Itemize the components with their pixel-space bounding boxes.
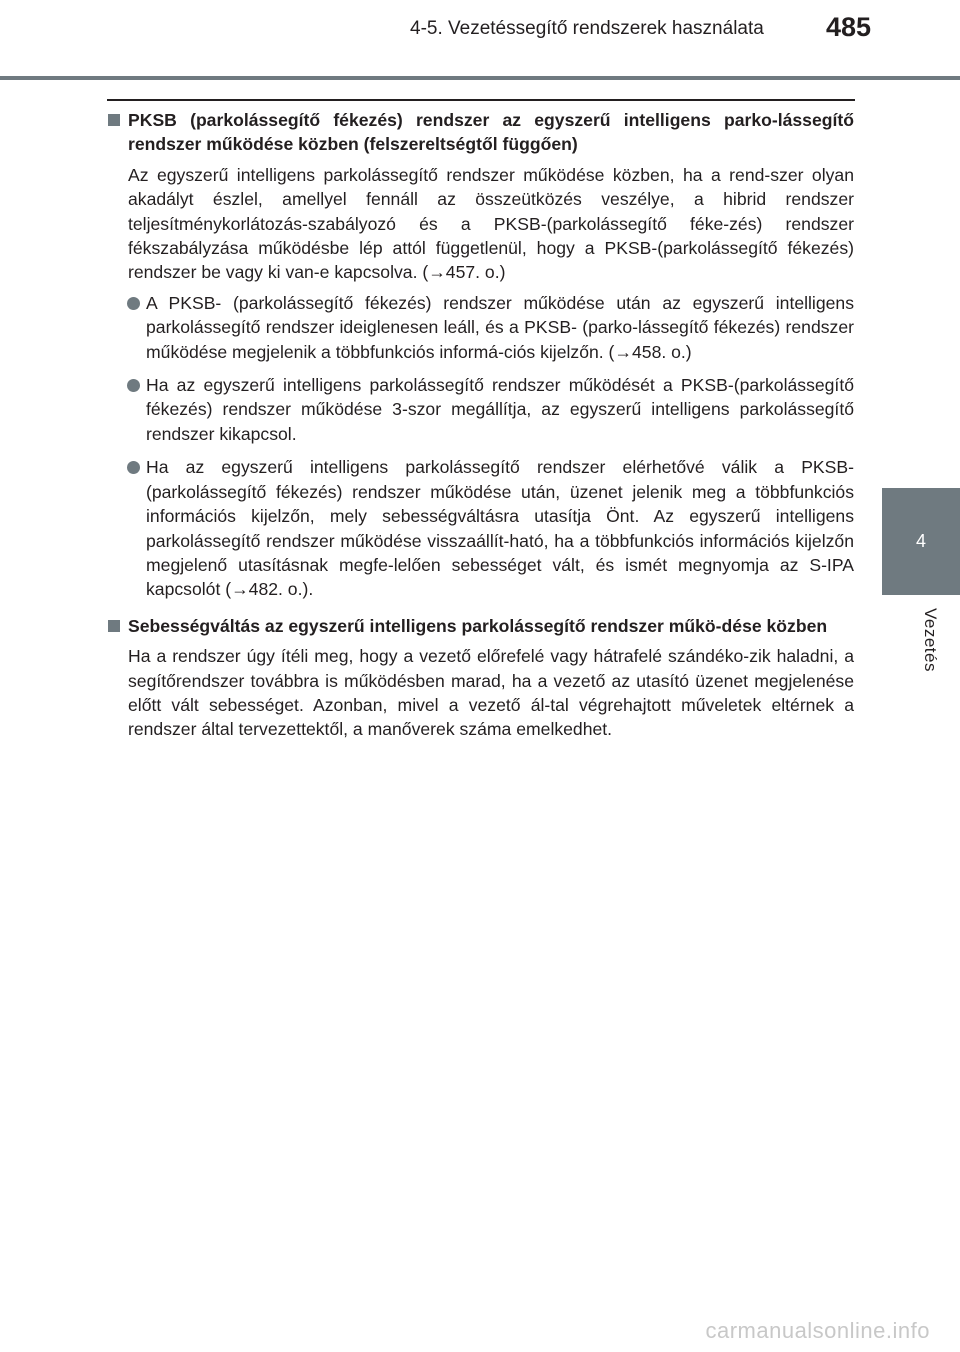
chapter-number: 4 bbox=[915, 531, 926, 551]
list-item-text: A PKSB- (parkolássegítő fékezés) rendszer működése után az egyszerű intelligens parkolássegítő rendszer ideiglenesen leáll, és a PKSB- (parko-lássegítő fékezés) rendszer működése megjelenik a többfunkciós informá-ciós kijelzőn. (→458. o.) bbox=[146, 292, 854, 362]
list-item bbox=[108, 291, 854, 364]
round-bullet-icon bbox=[127, 461, 140, 474]
section-paragraph: Az egyszerű intelligens parkolássegítő rendszer működése közben, ha a rend-szer olyan akadályt észlel, amellyel fennáll az összeütközés veszélye, a hibrid rendszer teljesítménykorlátozás-szabályozó és a PKSB-(parkolássegítő féke-zés) rendszer fékszabályzása működésbe lép attól függetlenül, hogy a PKSB-(parkolássegítő fékezés) rendszer be vagy ki van-e kapcsolva. (→457. o.) bbox=[128, 164, 854, 283]
section-heading-text: Sebességváltás az egyszerű intelligens parkolássegítő rendszer műkö-dése közben bbox=[128, 615, 828, 636]
page-number: 485 bbox=[826, 12, 872, 42]
square-bullet-icon bbox=[108, 620, 120, 632]
section-title: 4-5. Vezetéssegítő rendszerek használata bbox=[410, 18, 764, 39]
page-content bbox=[108, 108, 854, 748]
section-paragraph: Ha a rendszer úgy ítéli meg, hogy a vezető előrefelé vagy hátrafelé szándéko-zik haladni, a segítőrendszer továbbra is működésben marad, ha a vezető az utasító üzenet megjelenése előtt vált sebességet. Azonban, mivel a vezető ál-tal végrehajtott műveletek eltérnek a rendszer által tervezettektől, a manőverek száma emelkedhet. bbox=[128, 646, 854, 740]
chapter-label: Vezetés bbox=[921, 608, 940, 672]
section-heading bbox=[108, 108, 854, 157]
square-bullet-icon bbox=[108, 114, 120, 126]
content-divider bbox=[107, 99, 855, 101]
list-item bbox=[108, 373, 854, 446]
list-item-text: Ha az egyszerű intelligens parkolássegítő rendszer működését a PKSB-(parkolássegítő fékezés) rendszer működése 3-szor megállítja, az egyszerű intelligens parkolássegítő rendszer kikapcsol. bbox=[146, 375, 854, 444]
list-item bbox=[108, 455, 854, 601]
round-bullet-icon bbox=[127, 379, 140, 392]
section-heading bbox=[108, 614, 854, 638]
watermark: carmanualsonline.info bbox=[705, 1318, 930, 1343]
header-divider bbox=[0, 76, 960, 80]
section-heading-text: PKSB (parkolássegítő fékezés) rendszer az egyszerű intelligens parko-lássegítő rendszer működése közben (felszereltségtől függően) bbox=[128, 110, 854, 155]
round-bullet-icon bbox=[127, 297, 140, 310]
list-item-text: Ha az egyszerű intelligens parkolássegítő rendszer elérhetővé válik a PKSB- (parkolássegítő fékezés) rendszer működése után, üzenet jelenik meg a többfunkciós információs kijelzőn, mely sebességváltásra utasítja Önt. Az egyszerű intelligens parkolássegítő rendszer működése visszaállít-ható, ha a többfunkciós információs kijelzőn megjelenő utasításnak megfe-lelően sebességet vált, és ismét megnyomja az S-IPA kapcsolót (→482. o.). bbox=[146, 457, 854, 600]
chapter-tab[interactable] bbox=[882, 488, 960, 595]
